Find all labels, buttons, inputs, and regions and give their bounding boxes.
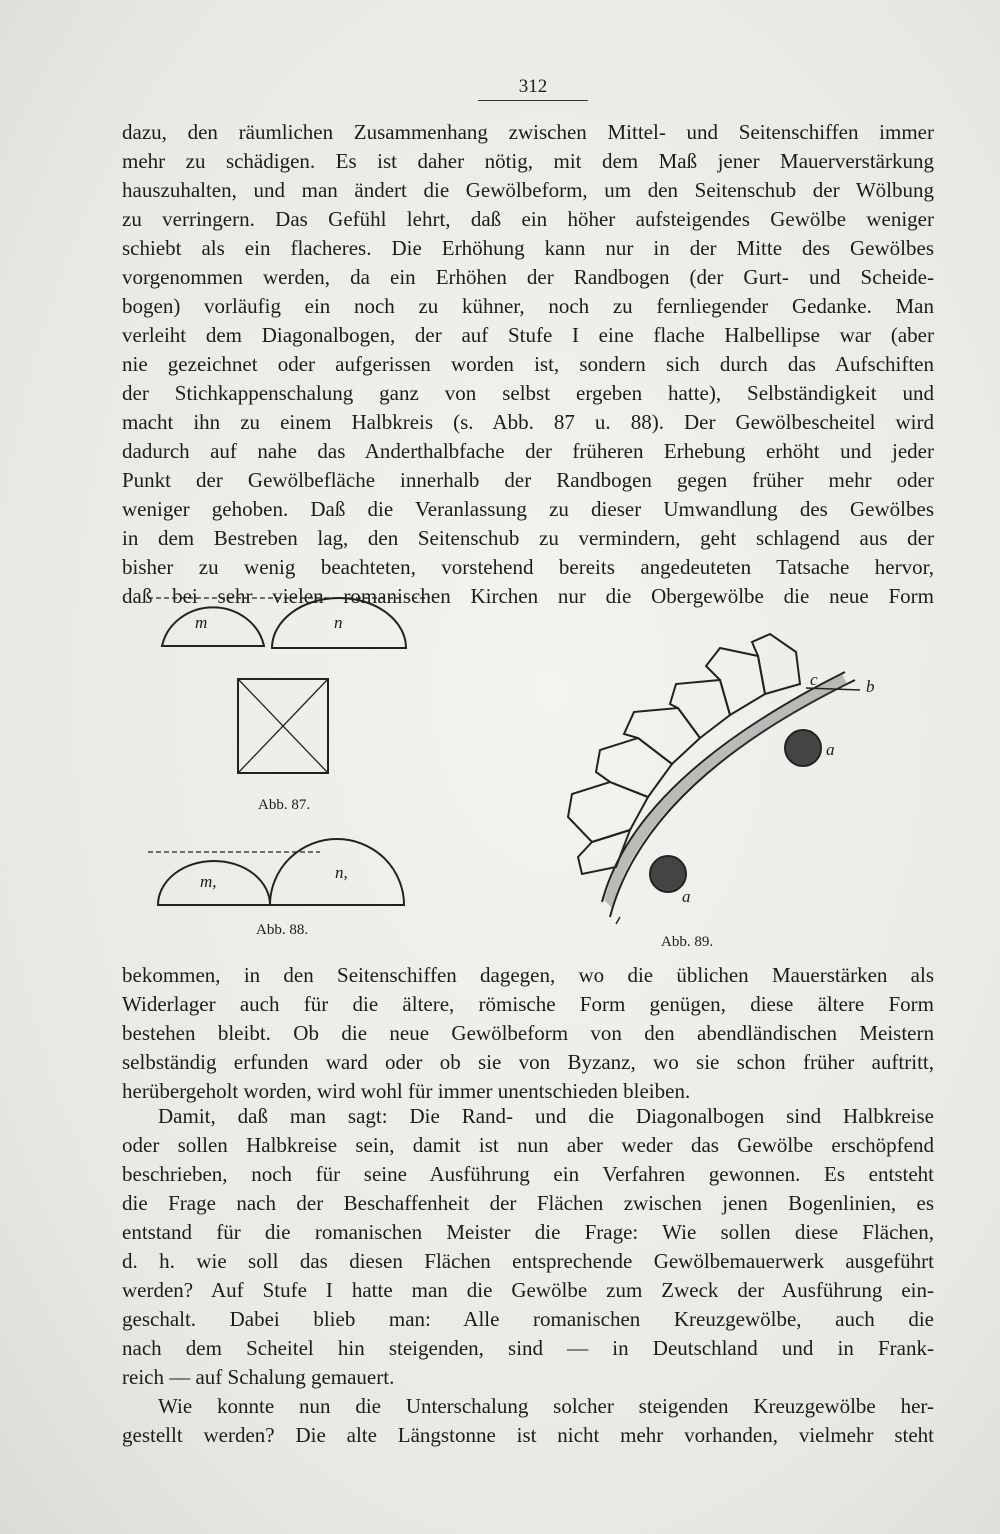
text-line: dadurch auf nahe das Anderthalbfache der früheren Erhebung erhöht und jeder <box>122 439 934 463</box>
label-b: b <box>866 677 875 696</box>
text-line: die Frage nach der Beschaffenheit der Flächen zwischen jenen Bogenlinien, es <box>122 1191 934 1215</box>
paragraph-middle <box>122 961 934 1106</box>
label-m-comma: m, <box>200 872 217 891</box>
text-line: daß bei sehr vielen romanischen Kirchen nur die Obergewölbe die neue Form <box>122 584 934 608</box>
text-line: bogen) vorläufig ein noch zu kühner, noch zu fernliegender Gedanke. Man <box>122 294 934 318</box>
text-line: bisher zu wenig beachteten, vorstehend bereits angedeuteten Tatsache hervor, <box>122 555 934 579</box>
formwork-outer-arc <box>602 672 845 902</box>
timber-section-a-upper <box>785 730 821 766</box>
text-line: weniger gehoben. Daß die Veranlassung zu dieser Umwandlung des Gewölbes <box>122 497 934 521</box>
text-line: beschrieben, noch für seine Ausführung ein Verfahren gewonnen. Es entsteht <box>122 1162 934 1186</box>
timber-section-a-lower <box>650 856 686 892</box>
figure-87-caption: Abb. 87. <box>258 797 311 813</box>
text-line: verleiht dem Diagonalbogen, der auf Stufe I eine flache Halbellipse war (aber <box>122 323 934 347</box>
text-line: herübergeholt worden, wird wohl für immer unentschieden bleiben. <box>122 1079 691 1103</box>
label-n-comma: n, <box>335 863 348 882</box>
text-line: werden? Auf Stufe I hatte man die Gewölbe zum Zweck der Ausführung ein- <box>122 1278 934 1302</box>
text-line: mehr zu schädigen. Es ist daher nötig, mit dem Maß jener Mauerverstärkung <box>122 149 934 173</box>
voussoir-stone <box>624 708 700 764</box>
figure-89-caption: Abb. 89. <box>661 934 714 950</box>
voussoir-stone <box>670 680 730 738</box>
label-a-lower: a <box>682 887 691 906</box>
text-line: hauszuhalten, und man ändert die Gewölbeform, um den Seitenschub der Wölbung <box>122 178 934 202</box>
page-number-rule <box>478 100 588 101</box>
text-line: gestellt werden? Die alte Längstonne ist nicht mehr vorhanden, vielmehr steht <box>122 1423 934 1447</box>
figure-89 <box>520 612 900 922</box>
formwork-hatch <box>604 674 847 908</box>
arch-m <box>162 607 264 646</box>
figure-88-caption: Abb. 88. <box>256 922 309 938</box>
text-line: Damit, daß man sagt: Die Rand- und die Diagonalbogen sind Halbkreise <box>158 1104 934 1128</box>
text-line: nie gezeichnet oder aufgerissen worden ist, sondern sich durch das Aufschiften <box>122 352 934 376</box>
figure-87 <box>140 588 440 803</box>
figure-88 <box>140 835 420 915</box>
voussoir-stone <box>568 782 648 842</box>
text-line: selbständig erfunden ward oder ob sie von Byzanz, wo sie schon früher auftritt, <box>122 1050 934 1074</box>
text-line: vorgenommen werden, da ein Erhöhen der Randbogen (der Gurt- und Scheide- <box>122 265 934 289</box>
page-number: 312 <box>518 76 548 97</box>
text-line: geschalt. Dabei blieb man: Alle romanischen Kreuzgewölbe, auch die <box>122 1307 934 1331</box>
paragraph-top <box>122 118 934 611</box>
text-line: in dem Bestreben lag, den Seitenschub zu vermindern, geht schlagend aus der <box>122 526 934 550</box>
label-m: m <box>195 613 208 632</box>
paragraph-damit <box>122 1102 934 1392</box>
text-line: der Stichkappenschalung ganz von selbst ergeben hatte), Selbständigkeit und <box>122 381 934 405</box>
label-n: n <box>334 613 343 632</box>
leader-line <box>616 917 620 924</box>
text-line: zu verringern. Das Gefühl lehrt, daß ein höher aufsteigendes Gewölbe weniger <box>122 207 934 231</box>
text-line: d. h. wie soll das diesen Flächen entsprechende Gewölbemauerwerk ausgeführt <box>122 1249 934 1273</box>
text-line: reich — auf Schalung gemauert. <box>122 1365 395 1389</box>
text-line: Wie konnte nun die Unterschalung solcher steigenden Kreuzgewölbe her- <box>158 1394 934 1418</box>
text-line: bestehen bleibt. Ob die neue Gewölbeform von den abendländischen Meistern <box>122 1021 934 1045</box>
text-line: schiebt als ein flacheres. Die Erhöhung kann nur in der Mitte des Gewölbes <box>122 236 934 260</box>
voussoir-stone <box>596 738 672 797</box>
text-line: Widerlager auch für die ältere, römische Form genügen, diese ältere Form <box>122 992 934 1016</box>
text-line: Punkt der Gewölbefläche innerhalb der Randbogen gegen früher mehr oder <box>122 468 934 492</box>
text-line: nach dem Scheitel hin steigenden, sind — in Deutschland und in Frank- <box>122 1336 934 1360</box>
text-line: macht ihn zu einem Halbkreis (s. Abb. 87 u. 88). Der Gewölbescheitel wird <box>122 410 934 434</box>
text-line: oder sollen Halbkreise sein, damit ist nun aber weder das Gewölbe erschöpfend <box>122 1133 934 1157</box>
label-a-upper: a <box>826 740 835 759</box>
text-line: dazu, den räumlichen Zusammenhang zwischen Mittel- und Seitenschiffen immer <box>122 120 934 144</box>
text-line: bekommen, in den Seitenschiffen dagegen, wo die üblichen Mauerstärken als <box>122 963 934 987</box>
voussoir-stone <box>706 648 765 715</box>
paragraph-wie <box>122 1392 934 1450</box>
text-line: entstand für die romanischen Meister die Frage: Wie sollen diese Flächen, <box>122 1220 934 1244</box>
voussoir-stone <box>752 634 800 694</box>
label-c: c <box>810 670 818 689</box>
